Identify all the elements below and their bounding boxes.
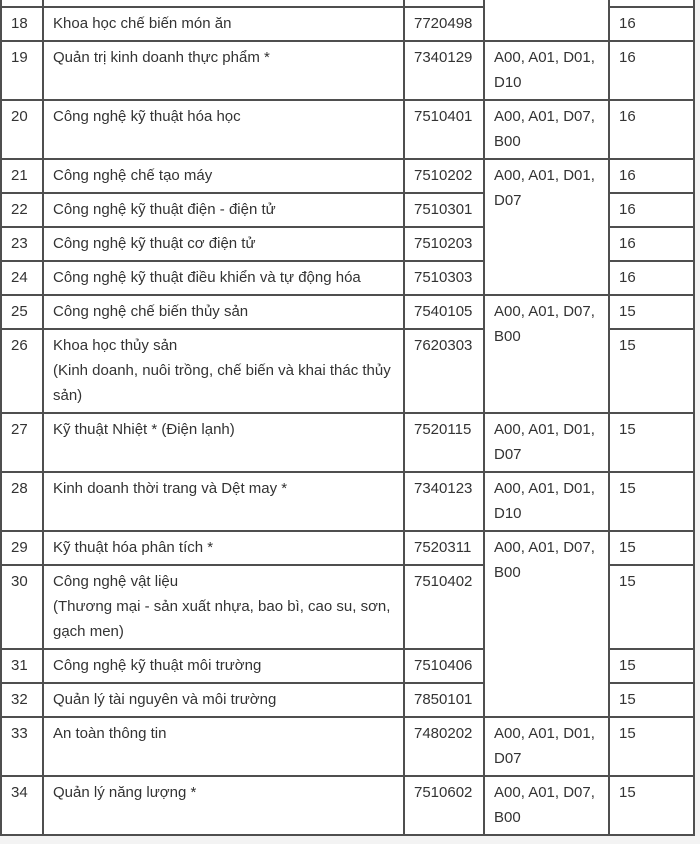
program-code-cell: 7510602 [404,776,484,835]
program-code-cell: 7510203 [404,227,484,261]
row-number-cell: 33 [1,717,43,776]
exam-combination-cell: A00, A01, D01, D10 [484,472,609,531]
program-code-cell: 7540105 [404,295,484,329]
row-number-cell: 25 [1,295,43,329]
row-number-cell: 27 [1,413,43,472]
program-name-cell: Quản trị kinh doanh thực phẩm * [43,41,404,100]
row-number-cell: 21 [1,159,43,193]
exam-combination-cell: A00, A01, D07, B00 [484,100,609,159]
benchmark-score-cell: 15 [609,329,694,413]
table-row [1,159,694,193]
program-code-cell: 7480202 [404,717,484,776]
program-code-cell: 7510301 [404,193,484,227]
table-row-partial [1,0,694,7]
program-code-cell [404,0,484,7]
program-name-cell: Kỹ thuật Nhiệt * (Điện lạnh) [43,413,404,472]
table-row [1,531,694,565]
benchmark-score-cell: 15 [609,776,694,835]
benchmark-score-cell: 16 [609,41,694,100]
exam-combination-cell: A00, A01, D01, D07 [484,159,609,295]
benchmark-score-cell: 16 [609,159,694,193]
row-number-cell: 28 [1,472,43,531]
row-number-cell: 30 [1,565,43,649]
program-name-cell: Công nghệ kỹ thuật điện - điện tử [43,193,404,227]
benchmark-score-cell [609,0,694,7]
exam-combination-cell: A00, A01, D07, B00 [484,531,609,717]
benchmark-score-cell: 16 [609,261,694,295]
program-name-cell: Công nghệ kỹ thuật điều khiển và tự động hóa [43,261,404,295]
row-number-cell: 22 [1,193,43,227]
row-number-cell [1,0,43,7]
exam-combination-cell [484,0,609,41]
exam-combination-cell: A00, A01, D01, D07 [484,413,609,472]
benchmark-score-cell: 16 [609,227,694,261]
program-code-cell: 7510303 [404,261,484,295]
program-code-cell: 7340129 [404,41,484,100]
program-name-cell: Công nghệ vật liệu (Thương mại - sản xuất nhựa, bao bì, cao su, sơn, gạch men) [43,565,404,649]
row-number-cell: 18 [1,7,43,41]
exam-combination-cell: A00, A01, D07, B00 [484,776,609,835]
table-row [1,100,694,159]
row-number-cell: 34 [1,776,43,835]
benchmark-score-cell: 15 [609,472,694,531]
program-code-cell: 7510406 [404,649,484,683]
exam-combination-cell: A00, A01, D07, B00 [484,295,609,413]
benchmark-score-cell: 16 [609,7,694,41]
benchmark-score-cell: 15 [609,649,694,683]
benchmark-score-cell: 15 [609,531,694,565]
table-row [1,41,694,100]
benchmark-score-cell: 16 [609,100,694,159]
program-name-cell [43,0,404,7]
program-name-cell: Công nghệ kỹ thuật môi trường [43,649,404,683]
program-name-cell: Công nghệ kỹ thuật hóa học [43,100,404,159]
row-number-cell: 26 [1,329,43,413]
program-name-cell: Quản lý tài nguyên và môi trường [43,683,404,717]
table-row [1,776,694,835]
row-number-cell: 20 [1,100,43,159]
benchmark-score-cell: 15 [609,683,694,717]
program-name-cell: Khoa học thủy sản (Kinh doanh, nuôi trồng, chế biến và khai thác thủy sản) [43,329,404,413]
exam-combination-cell: A00, A01, D01, D10 [484,41,609,100]
program-name-cell: Khoa học chế biến món ăn [43,7,404,41]
program-code-cell: 7520115 [404,413,484,472]
benchmark-score-cell: 16 [609,193,694,227]
program-code-cell: 7620303 [404,329,484,413]
exam-combination-cell: A00, A01, D01, D07 [484,717,609,776]
benchmark-score-cell: 15 [609,295,694,329]
row-number-cell: 23 [1,227,43,261]
program-code-cell: 7520311 [404,531,484,565]
benchmark-score-cell: 15 [609,413,694,472]
program-code-cell: 7850101 [404,683,484,717]
program-name-cell: Công nghệ chế tạo máy [43,159,404,193]
program-code-cell: 7510202 [404,159,484,193]
program-name-cell: An toàn thông tin [43,717,404,776]
benchmark-score-cell: 15 [609,717,694,776]
benchmark-score-cell: 15 [609,565,694,649]
program-code-cell: 7510402 [404,565,484,649]
row-number-cell: 31 [1,649,43,683]
program-name-cell: Kỹ thuật hóa phân tích * [43,531,404,565]
program-name-cell: Quản lý năng lượng * [43,776,404,835]
program-code-cell: 7720498 [404,7,484,41]
row-number-cell: 24 [1,261,43,295]
table-row [1,413,694,472]
program-code-cell: 7340123 [404,472,484,531]
row-number-cell: 19 [1,41,43,100]
row-number-cell: 32 [1,683,43,717]
row-number-cell: 29 [1,531,43,565]
table-row [1,295,694,329]
program-name-cell: Công nghệ kỹ thuật cơ điện tử [43,227,404,261]
program-name-cell: Công nghệ chế biến thủy sản [43,295,404,329]
admissions-table-body [1,0,694,835]
table-row [1,472,694,531]
table-row [1,717,694,776]
program-code-cell: 7510401 [404,100,484,159]
program-name-cell: Kinh doanh thời trang và Dệt may * [43,472,404,531]
